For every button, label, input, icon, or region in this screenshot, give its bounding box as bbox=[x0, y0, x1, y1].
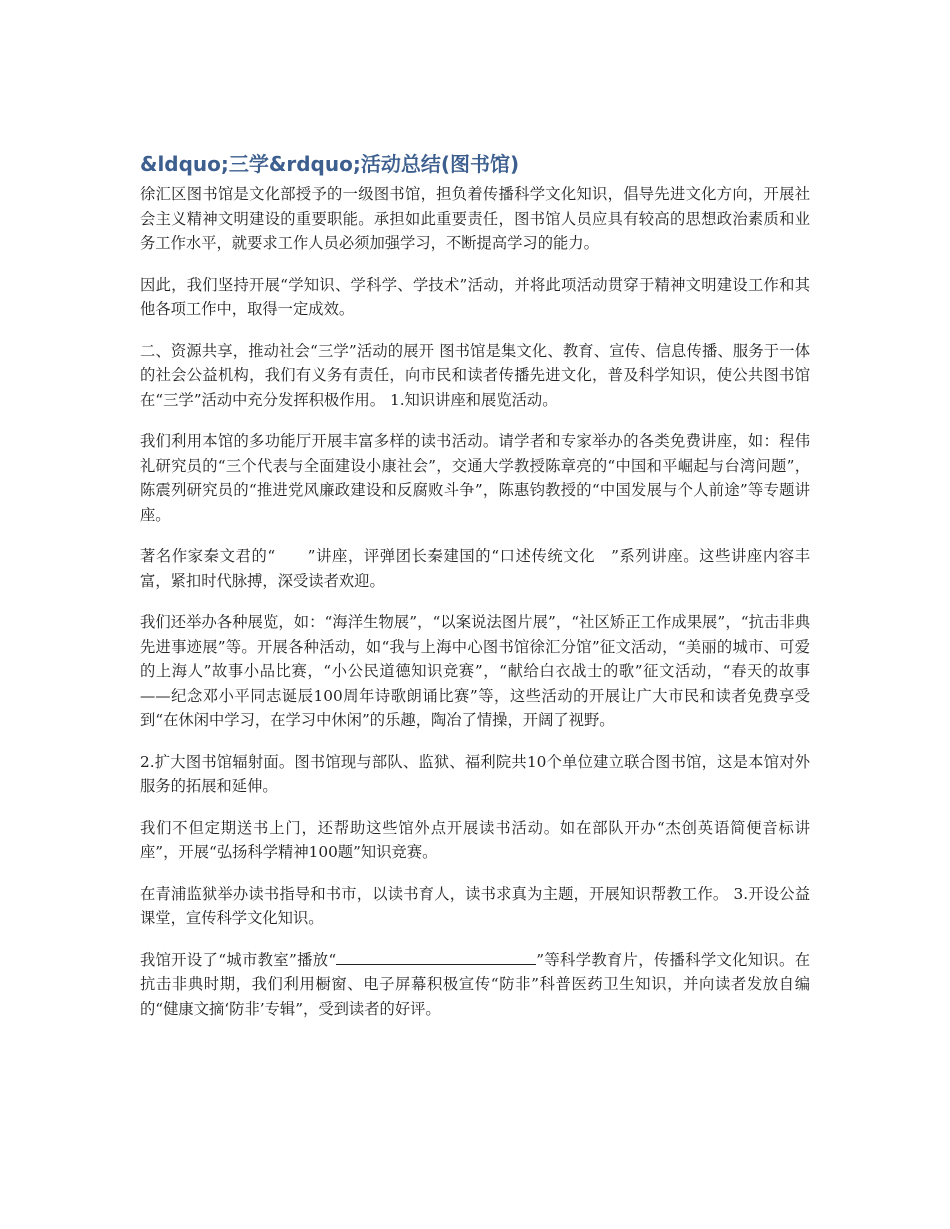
blank-underline bbox=[336, 950, 536, 965]
paragraph-exhibitions: 我们还举办各种展览，如：“海洋生物展”，“以案说法图片展”，“社区矫正工作成果展”，“抗击非典先进事迹展”等。开展各种活动，如“我与上海中心图书馆徐汇分馆”征文活动，“美丽的城市、可爱的上海人”故事小品比赛，“小公民道德知识竞赛”，“献给白衣战士的歌”征文活动，“春天的故事——纪念邓小平同志诞辰100周年诗歌朗诵比赛”等，这些活动的开展让广大市民和读者免费享受到“在休闲中学习，在学习中休闲”的乐趣，陶冶了情操，开阔了视野。 bbox=[140, 613, 810, 729]
document-title: &ldquo;三学&rdquo;活动总结(图书馆) bbox=[140, 152, 520, 176]
paragraph-intro: 徐汇区图书馆是文化部授予的一级图书馆，担负着传播科学文化知识，倡导先进文化方向，开展社会主义精神文明建设的重要职能。承担如此重要责任，图书馆人员应具有较高的思想政治素质和业务工作水平，就要求工作人员必须加强学习，不断提高学习的能力。 bbox=[140, 185, 810, 252]
paragraph-prison-program: 在青浦监狱举办读书指导和书市，以读书育人，读书求真为主题，开展知识帮教工作。 3.开设公益课堂，宣传科学文化知识。 bbox=[140, 884, 810, 927]
paragraph-book-delivery: 我们不但定期送书上门，还帮助这些馆外点开展读书活动。如在部队开办“杰创英语简便音标讲座”，开展“弘扬科学精神100题”知识竞赛。 bbox=[140, 818, 810, 861]
paragraph-author-lectures: 著名作家秦文君的“ ”讲座，评弹团长秦建国的“口述传统文化 ”系列讲座。这些讲座内容丰富，紧扣时代脉搏，深受读者欢迎。 bbox=[140, 547, 810, 590]
paragraph-therefore: 因此，我们坚持开展“学知识、学科学、学技术”活动，并将此项活动贯穿于精神文明建设工作和其他各项工作中，取得一定成效。 bbox=[140, 275, 810, 318]
paragraph-expand-library: 2.扩大图书馆辐射面。图书馆现与部队、监狱、福利院共10个单位建立联合图书馆，这是本馆对外服务的拓展和延伸。 bbox=[140, 752, 810, 795]
document-page bbox=[140, 150, 810, 1038]
paragraph-resource-sharing: 二、资源共享，推动社会“三学”活动的展开 图书馆是集文化、教育、宣传、信息传播、服务于一体的社会公益机构，我们有义务有责任，向市民和读者传播先进文化，普及科学知识，使公共图书馆在“三学”活动中充分发挥积极作用。 1.知识讲座和展览活动。 bbox=[140, 341, 810, 409]
city-classroom-text-start: 我馆开设了“城市教室”播放“ bbox=[140, 950, 337, 969]
city-classroom-text-end: ”等科学教育片，传播科学文化知识。在抗击非典时期，我们利用橱窗、电子屏幕积极宣传“防非”科普医药卫生知识，并向读者发放自编的“健康文摘‘防非’专辑”，受到读者的好评。 bbox=[140, 950, 810, 1018]
paragraph-city-classroom bbox=[140, 948, 810, 1022]
paragraph-lectures: 我们利用本馆的多功能厅开展丰富多样的读书活动。请学者和专家举办的各类免费讲座，如：程伟礼研究员的“三个代表与全面建设小康社会”，交通大学教授陈章亮的“中国和平崛起与台湾问题”，陈震列研究员的“推进党风廉政建设和反腐败斗争”，陈惠钧教授的“中国发展与个人前途”等专题讲座。 bbox=[140, 432, 810, 524]
